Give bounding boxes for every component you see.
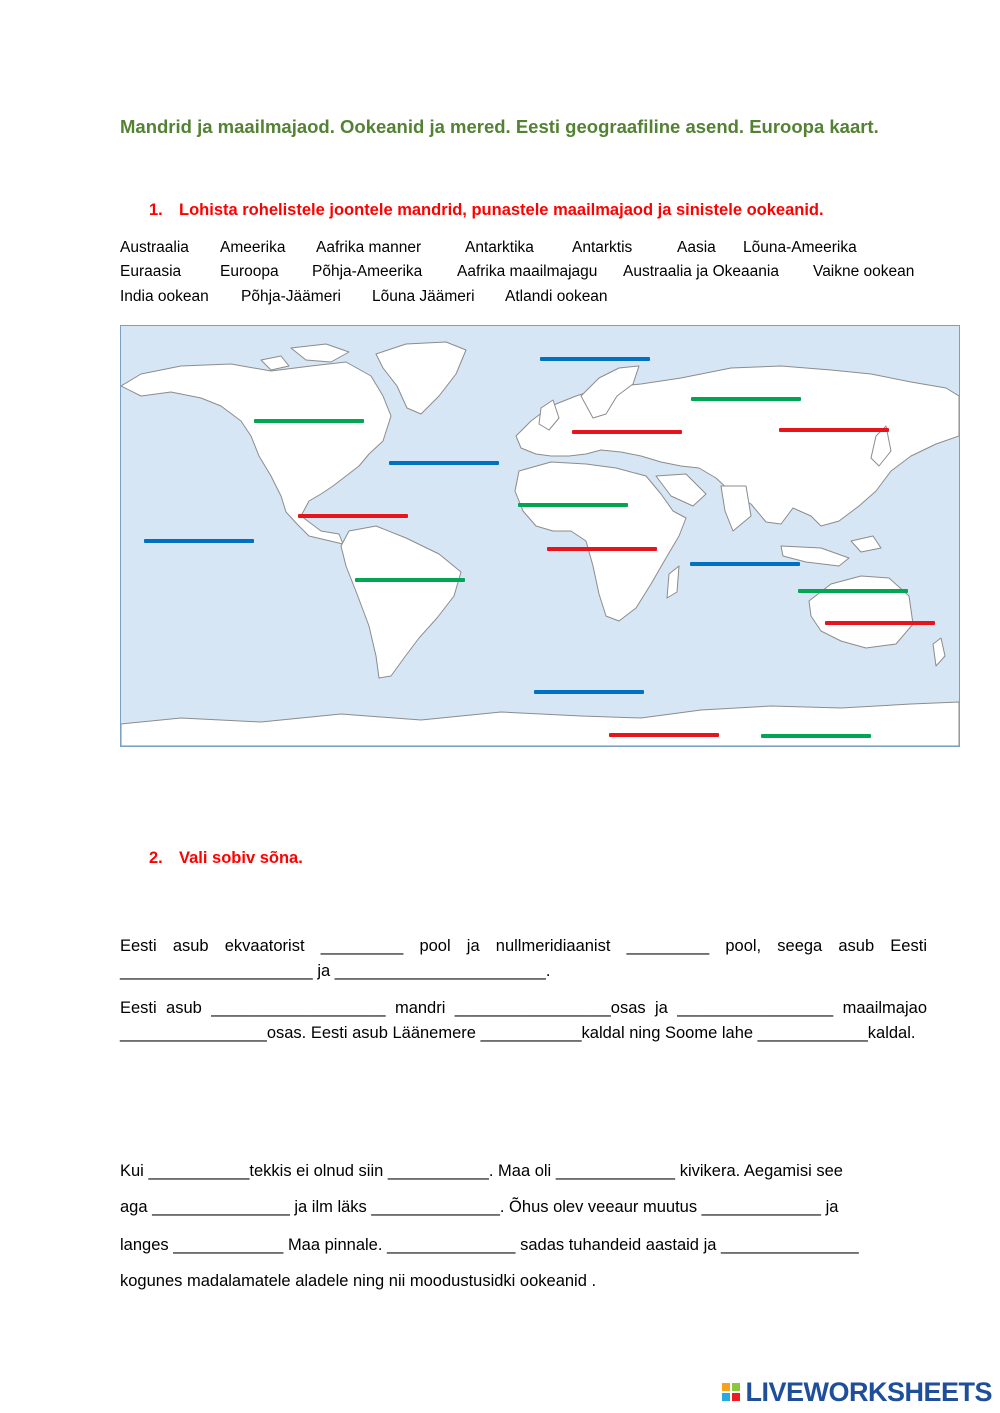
australia-shape [809, 576, 913, 648]
word-bank-row-3 [120, 288, 930, 310]
text: Eesti asub ekvaatorist [120, 937, 305, 955]
text: ja ilm läks [294, 1198, 367, 1216]
drop-target-green[interactable] [798, 589, 908, 593]
blank-field[interactable]: _________ [626, 937, 710, 955]
word-chip[interactable]: Euroopa [220, 263, 279, 280]
word-chip[interactable]: Aasia [677, 239, 716, 256]
question-1-number: 1. [149, 201, 163, 219]
blank-field[interactable]: ______________ [387, 1236, 516, 1254]
drop-target-green[interactable] [691, 397, 801, 401]
word-bank-row-2 [120, 263, 930, 285]
page-title: Mandrid ja maailmajaod. Ookeanid ja mered. Eesti geograafiline asend. Euroopa kaart. [120, 116, 879, 137]
madagascar-shape [667, 566, 679, 598]
text: ja [317, 962, 331, 980]
south-america-shape [341, 526, 461, 678]
blank-field[interactable]: _____________________ [120, 962, 313, 980]
question-1-instruction: Lohista rohelistele joontele mandrid, punastele maailmajaod ja sinistele ookeanid. [179, 201, 824, 219]
text: pool ja nullmeridiaanist [419, 937, 611, 955]
world-map [120, 325, 960, 747]
word-chip[interactable]: Austraalia [120, 239, 189, 256]
text: osas ja [610, 999, 668, 1017]
blank-field[interactable]: ____________ [173, 1236, 284, 1254]
text: pool, seega asub Eesti [725, 937, 927, 955]
word-chip[interactable]: India ookean [120, 288, 209, 305]
logo-mark-icon [721, 1382, 743, 1402]
text: sadas tuhandeid aastaid ja [520, 1236, 717, 1254]
word-chip[interactable]: Antarktika [465, 239, 534, 256]
question-2-heading [149, 849, 303, 868]
africa-shape [515, 462, 686, 621]
word-chip[interactable]: Aafrika maailmajagu [457, 263, 598, 280]
word-chip[interactable]: Euraasia [120, 263, 182, 280]
text: maailmajao [842, 999, 927, 1017]
new-zealand-shape [933, 638, 945, 666]
question-1-heading [149, 201, 824, 220]
greenland-shape [376, 342, 466, 414]
blank-field[interactable]: _____________ [555, 1162, 676, 1180]
text: kogunes madalamatele aladele ning nii moodustusidki ookeanid . [120, 1272, 597, 1290]
text: kaldal ning Soome lahe [581, 1024, 754, 1042]
drop-target-blue[interactable] [389, 461, 499, 465]
word-chip[interactable]: Atlandi ookean [505, 288, 608, 305]
text: . [545, 962, 551, 980]
word-chip[interactable]: Lõuna-Ameerika [743, 239, 857, 256]
blank-field[interactable]: _________________ [454, 999, 611, 1017]
text: Eesti asub [120, 999, 202, 1017]
blank-field[interactable]: _________ [320, 937, 404, 955]
text: mandri [394, 999, 446, 1017]
drop-target-blue[interactable] [534, 690, 644, 694]
word-chip[interactable]: Antarktis [572, 239, 633, 256]
drop-target-green[interactable] [518, 503, 628, 507]
drop-target-green[interactable] [254, 419, 364, 423]
blank-field[interactable]: ________________ [120, 1024, 267, 1042]
blank-field[interactable]: ____________ [757, 1024, 868, 1042]
drop-target-blue[interactable] [690, 562, 800, 566]
world-map-drawing [121, 326, 959, 746]
paragraph-2 [120, 996, 927, 1046]
word-chip[interactable]: Põhja-Ameerika [312, 263, 423, 280]
paragraph-3-line-4 [120, 1272, 927, 1291]
text: tekkis ei olnud siin [249, 1162, 384, 1180]
blank-field[interactable]: _________________ [677, 999, 834, 1017]
text: ja [825, 1198, 839, 1216]
blank-field[interactable]: ______________ [371, 1198, 500, 1216]
text: langes [120, 1236, 169, 1254]
question-2-instruction: Vali sobiv sõna. [179, 849, 303, 867]
blank-field[interactable]: ___________________ [211, 999, 386, 1017]
word-chip[interactable]: Austraalia ja Okeaania [623, 263, 779, 280]
blank-field[interactable]: _____________ [701, 1198, 821, 1216]
word-chip[interactable]: Aafrika manner [316, 239, 422, 256]
blank-field[interactable]: _______________________ [334, 962, 546, 980]
paragraph-3-line-1 [120, 1162, 927, 1181]
blank-field[interactable]: ___________ [480, 1024, 582, 1042]
blank-field[interactable]: ___________ [387, 1162, 489, 1180]
text: Maa pinnale. [287, 1236, 383, 1254]
text: . Maa oli [488, 1162, 552, 1180]
drop-target-green[interactable] [761, 734, 871, 738]
paragraph-3-line-2 [120, 1198, 927, 1217]
drop-target-red[interactable] [825, 621, 935, 625]
drop-target-blue[interactable] [144, 539, 254, 543]
drop-target-red[interactable] [779, 428, 889, 432]
word-chip[interactable]: Ameerika [220, 239, 286, 256]
text: kivikera. Aegamisi see [679, 1162, 843, 1180]
text: kaldal. [867, 1024, 916, 1042]
word-chip[interactable]: Vaikne ookean [813, 263, 915, 280]
blank-field[interactable]: ___________ [148, 1162, 250, 1180]
blank-field[interactable]: _______________ [152, 1198, 290, 1216]
text: Kui [120, 1162, 144, 1180]
paragraph-1 [120, 934, 927, 984]
antarctica-shape [121, 702, 959, 746]
text: osas. Eesti asub Läänemere [266, 1024, 476, 1042]
word-chip[interactable]: Lõuna Jäämeri [372, 288, 475, 305]
logo-text: LIVEWORKSHEETS [745, 1376, 992, 1407]
drop-target-red[interactable] [572, 430, 682, 434]
word-bank-row-1 [120, 239, 930, 261]
question-2-number: 2. [149, 849, 163, 867]
word-chip[interactable]: Põhja-Jäämeri [241, 288, 341, 305]
drop-target-red[interactable] [609, 733, 719, 737]
liveworksheets-logo [721, 1377, 992, 1407]
paragraph-3-line-3 [120, 1236, 927, 1255]
drop-target-blue[interactable] [540, 357, 650, 361]
drop-target-green[interactable] [355, 578, 465, 582]
drop-target-red[interactable] [298, 514, 408, 518]
text: aga [120, 1198, 148, 1216]
blank-field[interactable]: _______________ [721, 1236, 859, 1254]
text: . Õhus olev veeaur muutus [499, 1198, 698, 1216]
drop-target-red[interactable] [547, 547, 657, 551]
